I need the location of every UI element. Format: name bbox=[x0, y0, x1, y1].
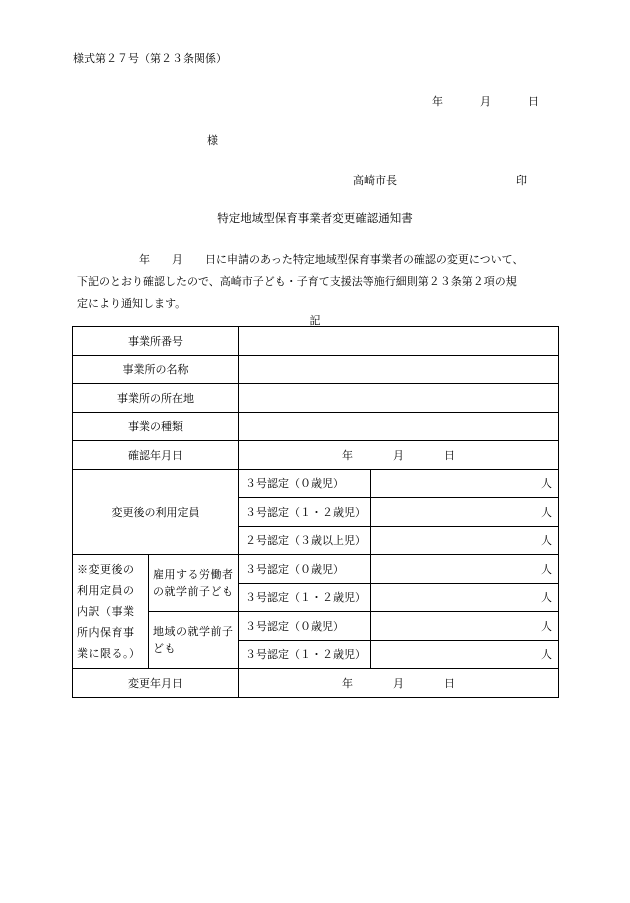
office-address-label: 事業所の所在地 bbox=[73, 384, 239, 413]
person-unit: 人 bbox=[371, 583, 559, 612]
details-table bbox=[72, 326, 559, 698]
table-row bbox=[73, 555, 559, 584]
office-name-label: 事業所の名称 bbox=[73, 355, 239, 384]
change-day: 日 bbox=[444, 676, 455, 690]
seal-mark: 印 bbox=[516, 174, 527, 187]
business-type-value bbox=[239, 412, 559, 441]
change-year: 年 bbox=[342, 676, 353, 690]
confirm-day: 日 bbox=[444, 448, 455, 462]
change-month: 月 bbox=[393, 676, 404, 690]
cat3-12-label: ３号認定（１・２歳児） bbox=[239, 640, 371, 669]
issue-date-month: 月 bbox=[480, 95, 491, 108]
mayor-title: 高崎市長 bbox=[353, 174, 397, 187]
person-unit: 人 bbox=[371, 498, 559, 527]
cat2-3up-label: ２号認定（３歳以上児） bbox=[239, 526, 371, 555]
confirm-year: 年 bbox=[342, 448, 353, 462]
form-number: 様式第２７号（第２３条関係） bbox=[73, 52, 227, 65]
body-line-3: 定により通知します。 bbox=[77, 297, 187, 310]
person-unit: 人 bbox=[371, 640, 559, 669]
confirm-date-label: 確認年月日 bbox=[73, 441, 239, 470]
body-line-1: 年 月 日に申請のあった特定地域型保育事業者の確認の変更について、 bbox=[139, 253, 524, 266]
business-type-label: 事業の種類 bbox=[73, 412, 239, 441]
person-unit: 人 bbox=[371, 469, 559, 498]
change-date-value bbox=[239, 669, 559, 698]
person-unit: 人 bbox=[371, 555, 559, 584]
cat3-0-label: ３号認定（０歳児） bbox=[239, 469, 371, 498]
table-row bbox=[73, 327, 559, 356]
office-address-value bbox=[239, 384, 559, 413]
table-row bbox=[73, 355, 559, 384]
cat3-0-label: ３号認定（０歳児） bbox=[239, 612, 371, 641]
confirm-month: 月 bbox=[393, 448, 404, 462]
capacity-after-label: 変更後の利用定員 bbox=[73, 469, 239, 555]
ki-label: 記 bbox=[309, 314, 321, 327]
table-row bbox=[73, 669, 559, 698]
breakdown-note: ※変更後の利用定員の内訳（事業所内保育事業に限る。） bbox=[73, 555, 149, 669]
office-number-value bbox=[239, 327, 559, 356]
table-row bbox=[73, 384, 559, 413]
addressee-suffix: 様 bbox=[207, 134, 218, 147]
cat3-0-label: ３号認定（０歳児） bbox=[239, 555, 371, 584]
issue-date-year: 年 bbox=[432, 95, 443, 108]
body-line-2: 下記のとおり確認したので、高崎市子ども・子育て支援法等施行細則第２３条第２項の規 bbox=[77, 275, 517, 288]
person-unit: 人 bbox=[371, 526, 559, 555]
office-name-value bbox=[239, 355, 559, 384]
office-number-label: 事業所番号 bbox=[73, 327, 239, 356]
table-row bbox=[73, 441, 559, 470]
table-row bbox=[73, 469, 559, 498]
local-children-label: 地域の就学前子ども bbox=[149, 612, 239, 669]
cat3-12-label: ３号認定（１・２歳児） bbox=[239, 498, 371, 527]
issue-date-day: 日 bbox=[528, 95, 539, 108]
body-text bbox=[77, 249, 557, 315]
person-unit: 人 bbox=[371, 612, 559, 641]
confirm-date-value bbox=[239, 441, 559, 470]
issue-date bbox=[432, 93, 539, 109]
table-row bbox=[73, 412, 559, 441]
document-title: 特定地域型保育事業者変更確認通知書 bbox=[217, 211, 413, 225]
change-date-label: 変更年月日 bbox=[73, 669, 239, 698]
cat3-12-label: ３号認定（１・２歳児） bbox=[239, 583, 371, 612]
employee-children-label: 雇用する労働者の就学前子ども bbox=[149, 555, 239, 612]
